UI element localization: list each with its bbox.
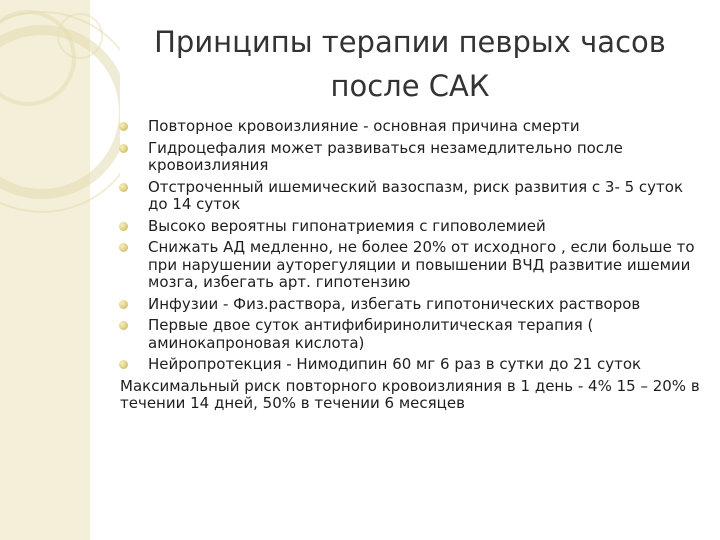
bullet-text: Отстроченный ишемический вазоспазм, риск развития с 3- 5 суток до 14 суток [148, 177, 684, 213]
bullet-dot-icon [119, 360, 128, 369]
bullet-dot-icon [119, 321, 128, 330]
bullet-text: Первые двое суток антифибиринолитическая терапия ( аминокапроновая кислота) [148, 316, 594, 352]
bullet-dot-icon [119, 300, 128, 309]
bullet-dot-icon [119, 222, 128, 231]
summary-text: Максимальный риск повторного кровоизлияния в 1 день - 4% 15 – 20% в течении 14 дней, 50% в течении 6 месяцев [120, 376, 700, 412]
bullet-text: Гидроцефалия может развиваться незамедлительно после кровоизлияния [148, 138, 623, 174]
bullet-item [116, 218, 706, 236]
bullet-dot-icon [119, 144, 128, 153]
bullet-item [116, 140, 706, 175]
bullet-text: Инфузии - Физ.раствора, избегать гипотонических растворов [148, 294, 641, 313]
bullet-item [116, 179, 706, 214]
bullet-text: Высоко вероятны гипонатриемия с гиповолемией [148, 216, 546, 235]
bullet-item [116, 239, 706, 292]
decorative-circles [0, 0, 120, 540]
bullet-dot-icon [119, 243, 128, 252]
bullet-text: Повторное кровоизлияние - основная причина смерти [148, 117, 580, 135]
slide-title [120, 20, 700, 108]
bullet-list [116, 118, 706, 374]
bullet-text: Снижать АД медленно, не более 20% от исходного , если больше то при нарушении ауторегуляции и повышении ВЧД развитие ишемии мозга, избегать арт. гипотензию [148, 238, 695, 291]
bullet-item [116, 118, 706, 136]
bullet-text: Нейропротекция - Нимодипин 60 мг 6 раз в сутки до 21 суток [148, 355, 642, 373]
bullet-dot-icon [119, 183, 128, 192]
slide-title-line-2: после САК [330, 69, 490, 103]
slide-title-line-1: Принципы терапии певрых часов [154, 25, 666, 59]
bullet-item [116, 296, 706, 314]
slide-body [116, 118, 706, 413]
bullet-item [116, 317, 706, 352]
deco-circle-large [0, 30, 120, 194]
bullet-dot-icon [119, 122, 128, 131]
bullet-item [116, 356, 706, 374]
